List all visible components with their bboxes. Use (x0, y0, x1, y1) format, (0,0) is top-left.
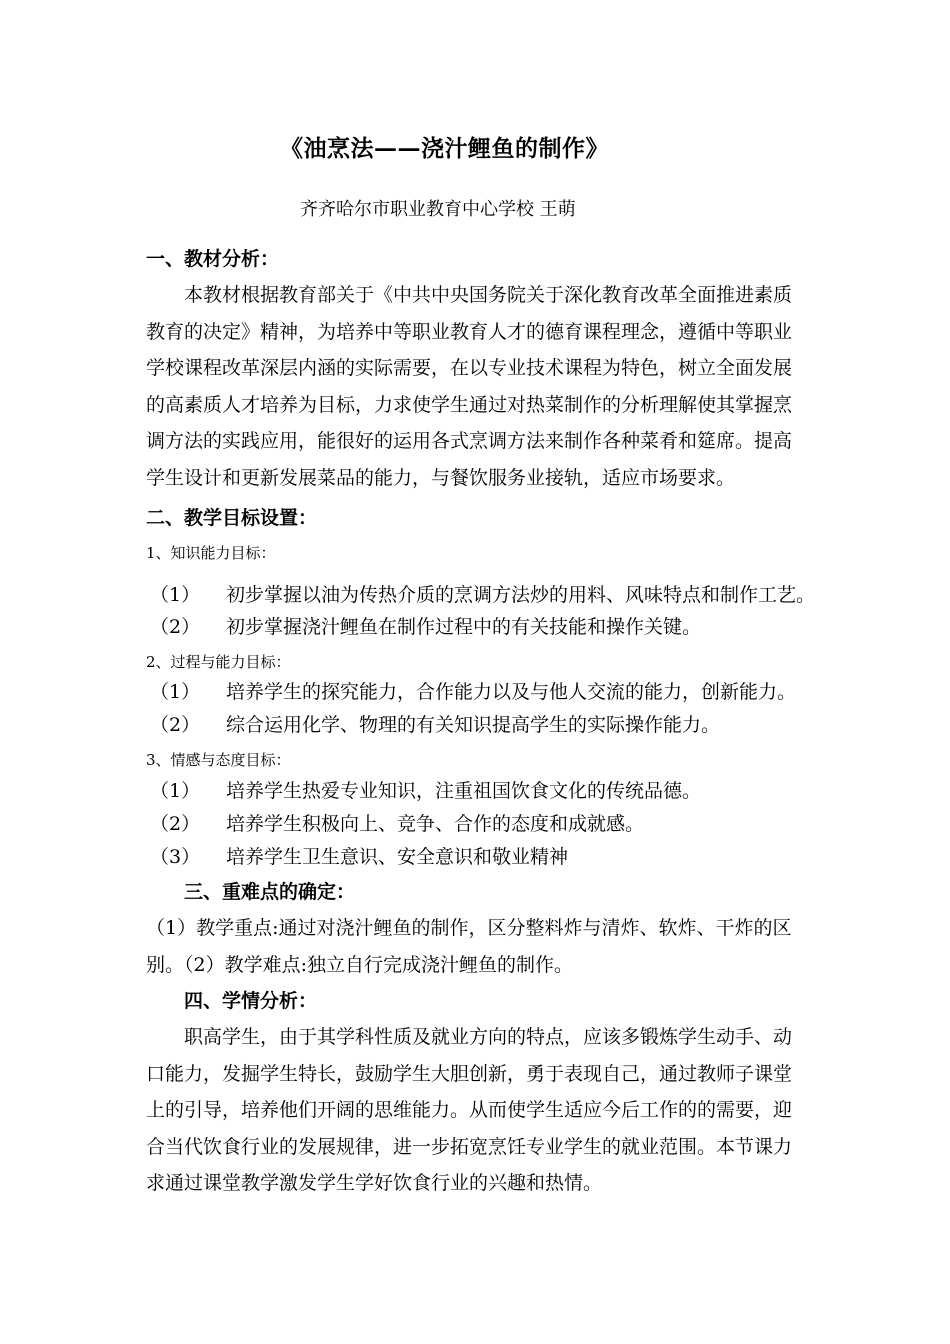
paragraph-line: 学生设计和更新发展菜品的能力，与餐饮服务业接轨，适应市场要求。 (146, 466, 736, 489)
list-number: （2） (150, 813, 201, 835)
list-text: 综合运用化学、物理的有关知识提高学生的实际操作能力。 (226, 714, 721, 736)
list-number: （2） (150, 616, 201, 638)
list-item (150, 713, 720, 737)
section-heading-4: 四、学情分析： (184, 990, 318, 1012)
section-heading-3: 三、重难点的确定： (184, 881, 356, 903)
paragraph-line: 的高素质人才培养为目标，力求使学生通过对热菜制作的分析理解使其掌握烹 (146, 393, 793, 416)
list-text: 初步掌握浇汁鲤鱼在制作过程中的有关技能和操作关键。 (226, 616, 702, 638)
paragraph-line: （1）教学重点:通过对浇汁鲤鱼的制作，区分整料炸与清炸、软炸、干炸的区 (146, 917, 792, 939)
section-heading-1: 一、教材分析： (146, 248, 280, 270)
list-text: 初步掌握以油为传热介质的烹调方法炒的用料、风味特点和制作工艺。 (226, 584, 816, 606)
list-number: （3） (150, 846, 201, 868)
paragraph-line: 合当代饮食行业的发展规律，进一步拓宽烹饪专业学生的就业范围。本节课力 (146, 1135, 793, 1158)
list-item (150, 615, 701, 639)
paragraph-line: 上的引导，培养他们开阔的思维能力。从而使学生适应今后工作的的需要，迎 (146, 1099, 793, 1121)
author-line: 齐齐哈尔市职业教育中心学校 王萌 (300, 199, 576, 220)
list-text: 培养学生积极向上、竞争、合作的态度和成就感。 (226, 813, 645, 835)
list-number: （1） (150, 584, 201, 606)
section-heading-2: 二、教学目标设置： (146, 507, 318, 529)
subsection-label-2: 2、过程与能力目标： (146, 653, 291, 671)
list-item (150, 583, 815, 607)
subsection-label-3: 3、情感与态度目标： (146, 751, 291, 769)
paragraph-line: 学校课程改革深层内涵的实际需要，在以专业技术课程为特色，树立全面发展 (146, 357, 793, 379)
section4-paragraph (146, 1019, 808, 1202)
list-number: （1） (150, 681, 201, 703)
section1-paragraph (146, 277, 808, 496)
list-item (150, 779, 701, 803)
list-text: 培养学生卫生意识、安全意识和敬业精神 (226, 846, 569, 868)
list-number: （1） (150, 780, 201, 802)
list-item (150, 680, 796, 704)
paragraph-line: 教育的决定》精神，为培养中等职业教育人才的德育课程理念，遵循中等职业 (146, 320, 793, 343)
document-title: 《油烹法——浇汁鲤鱼的制作》 (280, 135, 609, 162)
list-item (150, 845, 568, 869)
list-text: 培养学生的探究能力，合作能力以及与他人交流的能力，创新能力。 (226, 681, 797, 703)
paragraph-line: 调方法的实践应用，能很好的运用各式烹调方法来制作各种菜肴和筵席。提高 (146, 430, 793, 452)
list-item (150, 812, 644, 836)
paragraph-line: 口能力，发掘学生特长，鼓励学生大胆创新，勇于表现自己，通过教师子课堂 (146, 1062, 793, 1085)
section3-paragraph (146, 910, 808, 983)
paragraph-line: 本教材根据教育部关于《中共中央国务院关于深化教育改革全面推进素质 (184, 284, 793, 306)
subsection-label-1: 1、知识能力目标： (146, 544, 276, 562)
paragraph-line: 职高学生，由于其学科性质及就业方向的特点，应该多锻炼学生动手、动 (184, 1026, 793, 1048)
paragraph-line: 别。（2）教学难点:独立自行完成浇汁鲤鱼的制作。 (146, 953, 573, 976)
list-text: 培养学生热爱专业知识，注重祖国饮食文化的传统品德。 (226, 780, 702, 802)
paragraph-line: 求通过课堂教学激发学生学好饮食行业的兴趣和热情。 (146, 1172, 603, 1194)
list-number: （2） (150, 714, 201, 736)
